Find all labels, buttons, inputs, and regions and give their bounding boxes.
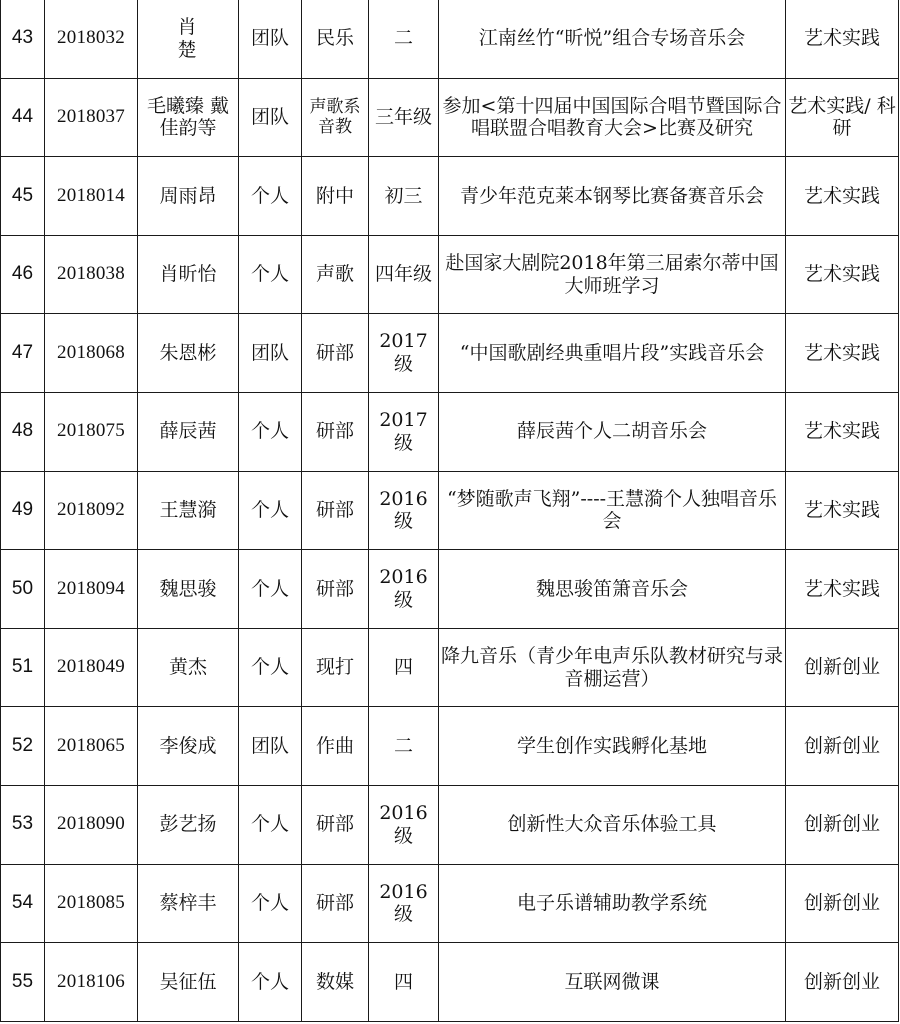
project-title: 江南丝竹“昕悦”组合专场音乐会 <box>439 0 786 78</box>
grade: 四年级 <box>369 235 439 314</box>
row-number: 50 <box>1 550 45 629</box>
table-row <box>1 392 899 471</box>
table-row <box>1 785 899 864</box>
row-number: 55 <box>1 943 45 1022</box>
grade: 2016 级 <box>369 471 439 550</box>
project-id: 2018037 <box>45 78 138 157</box>
project-title: 创新性大众音乐体验工具 <box>439 785 786 864</box>
project-category: 创新创业 <box>786 707 899 786</box>
project-id: 2018094 <box>45 550 138 629</box>
table-row <box>1 628 899 707</box>
row-number: 51 <box>1 628 45 707</box>
project-category: 艺术实践 <box>786 157 899 236</box>
project-id: 2018090 <box>45 785 138 864</box>
project-id: 2018075 <box>45 392 138 471</box>
project-title: “中国歌剧经典重唱片段”实践音乐会 <box>439 314 786 393</box>
project-category: 艺术实践 <box>786 314 899 393</box>
project-id: 2018032 <box>45 0 138 78</box>
project-id: 2018085 <box>45 864 138 943</box>
table-row <box>1 943 899 1022</box>
applicant-type: 个人 <box>239 628 302 707</box>
project-title: 电子乐谱辅助教学系统 <box>439 864 786 943</box>
applicant-type: 个人 <box>239 550 302 629</box>
applicant-name: 朱恩彬 <box>138 314 239 393</box>
grade: 二 <box>369 0 439 78</box>
project-category: 艺术实践 <box>786 0 899 78</box>
applicant-name: 蔡梓丰 <box>138 864 239 943</box>
project-id: 2018065 <box>45 707 138 786</box>
table-row <box>1 78 899 157</box>
grade: 2016 级 <box>369 785 439 864</box>
grade: 二 <box>369 707 439 786</box>
project-category: 艺术实践 <box>786 550 899 629</box>
table-row <box>1 0 899 78</box>
table-row <box>1 157 899 236</box>
grade: 2017 级 <box>369 314 439 393</box>
applicant-name: 黄杰 <box>138 628 239 707</box>
project-title: 魏思骏笛箫音乐会 <box>439 550 786 629</box>
project-title: “梦随歌声飞翔”----王慧漪个人独唱音乐会 <box>439 471 786 550</box>
department: 研部 <box>302 471 369 550</box>
row-number: 44 <box>1 78 45 157</box>
project-title: 薛辰茜个人二胡音乐会 <box>439 392 786 471</box>
row-number: 49 <box>1 471 45 550</box>
row-number: 45 <box>1 157 45 236</box>
applicant-name: 彭艺扬 <box>138 785 239 864</box>
table-row <box>1 235 899 314</box>
department: 附中 <box>302 157 369 236</box>
project-id: 2018038 <box>45 235 138 314</box>
department: 作曲 <box>302 707 369 786</box>
applicant-type: 个人 <box>239 392 302 471</box>
project-title: 互联网微课 <box>439 943 786 1022</box>
project-title: 降九音乐（青少年电声乐队教材研究与录音棚运营） <box>439 628 786 707</box>
row-number: 47 <box>1 314 45 393</box>
project-id: 2018014 <box>45 157 138 236</box>
project-title: 赴国家大剧院2018年第三届索尔蒂中国大师班学习 <box>439 235 786 314</box>
department: 研部 <box>302 392 369 471</box>
applicant-name: 王慧漪 <box>138 471 239 550</box>
applicant-type: 团队 <box>239 707 302 786</box>
row-number: 43 <box>1 0 45 78</box>
department: 现打 <box>302 628 369 707</box>
table-row <box>1 471 899 550</box>
project-category: 艺术实践/ 科研 <box>786 78 899 157</box>
applicant-name: 魏思骏 <box>138 550 239 629</box>
project-category: 创新创业 <box>786 785 899 864</box>
applicant-name: 肖昕怡 <box>138 235 239 314</box>
applicant-name: 周雨昂 <box>138 157 239 236</box>
applicant-type: 团队 <box>239 314 302 393</box>
grade: 四 <box>369 943 439 1022</box>
project-id: 2018049 <box>45 628 138 707</box>
applicant-type: 个人 <box>239 785 302 864</box>
project-title: 学生创作实践孵化基地 <box>439 707 786 786</box>
grade: 2017 级 <box>369 392 439 471</box>
department: 研部 <box>302 550 369 629</box>
table-row <box>1 550 899 629</box>
project-category: 创新创业 <box>786 628 899 707</box>
grade: 初三 <box>369 157 439 236</box>
row-number: 48 <box>1 392 45 471</box>
department: 民乐 <box>302 0 369 78</box>
project-id: 2018106 <box>45 943 138 1022</box>
row-number: 53 <box>1 785 45 864</box>
project-id: 2018092 <box>45 471 138 550</box>
grade: 2016 级 <box>369 550 439 629</box>
row-number: 54 <box>1 864 45 943</box>
project-category: 艺术实践 <box>786 392 899 471</box>
project-category: 艺术实践 <box>786 235 899 314</box>
department: 研部 <box>302 864 369 943</box>
applicant-type: 个人 <box>239 471 302 550</box>
department: 声歌 <box>302 235 369 314</box>
project-title: 青少年范克莱本钢琴比赛备赛音乐会 <box>439 157 786 236</box>
department: 研部 <box>302 314 369 393</box>
applicant-type: 个人 <box>239 864 302 943</box>
applicant-name: 吴征伍 <box>138 943 239 1022</box>
applicant-type: 团队 <box>239 0 302 78</box>
applicant-name: 薛辰茜 <box>138 392 239 471</box>
project-category: 创新创业 <box>786 943 899 1022</box>
project-category: 艺术实践 <box>786 471 899 550</box>
applicant-name: 肖 楚 <box>138 0 239 78</box>
applicant-type: 团队 <box>239 78 302 157</box>
row-number: 52 <box>1 707 45 786</box>
project-id: 2018068 <box>45 314 138 393</box>
table-row <box>1 707 899 786</box>
project-category: 创新创业 <box>786 864 899 943</box>
department: 数媒 <box>302 943 369 1022</box>
applicant-name: 毛曦臻 戴佳韵等 <box>138 78 239 157</box>
table-row <box>1 314 899 393</box>
table-row <box>1 864 899 943</box>
department: 研部 <box>302 785 369 864</box>
grade: 四 <box>369 628 439 707</box>
project-title: 参加<第十四届中国国际合唱节暨国际合唱联盟合唱教育大会>比赛及研究 <box>439 78 786 157</box>
department: 声歌系 音教 <box>302 78 369 157</box>
applicant-type: 个人 <box>239 157 302 236</box>
applicant-type: 个人 <box>239 235 302 314</box>
grade: 三年级 <box>369 78 439 157</box>
grade: 2016 级 <box>369 864 439 943</box>
applicant-type: 个人 <box>239 943 302 1022</box>
applicant-name: 李俊成 <box>138 707 239 786</box>
row-number: 46 <box>1 235 45 314</box>
